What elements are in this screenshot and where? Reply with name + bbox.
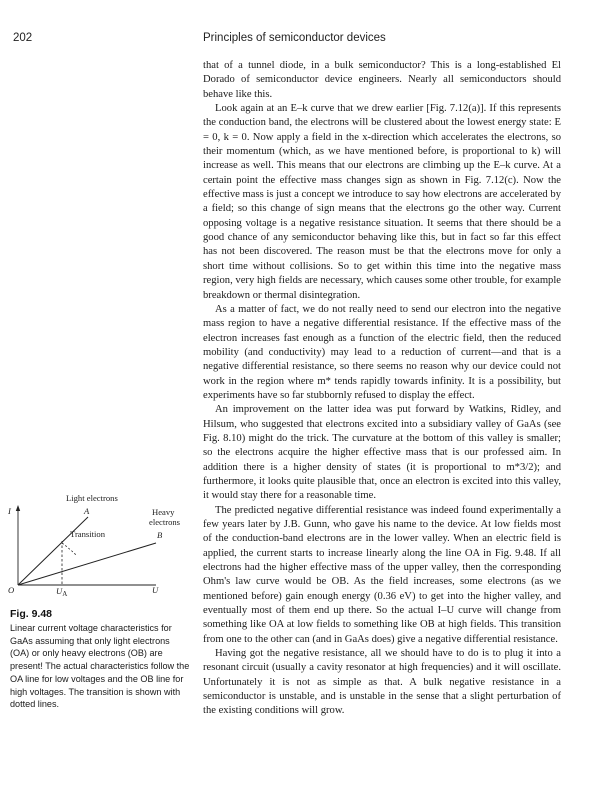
line-OB (18, 543, 156, 585)
paragraph-3: As a matter of fact, we do not really need to send our electron into the negative mass region to have a negative differential resistance. If the effective mass of the electron increases fast enough as a function of the electric field, then the reduced mobility (and conductivity) may lead to a reduction of current—and that is a negative differential resistance, so there seems no reason why our device could not work in the region where m* tends rapidly towards infinity. It is a possibility, but experiments have so far stubbornly refused to display the effect. (203, 303, 561, 401)
label-heavy: Heavy (152, 507, 175, 517)
figure-caption-text: Linear current voltage characteristics for GaAs assuming that only light electrons (OA) or only heavy electrons (OB) are present! The actual characteristics follow the OA line for low voltages and the OB line for high voltages. The transition is shown with dotted lines. (10, 623, 190, 710)
label-O: O (8, 585, 15, 595)
label-UA (56, 586, 67, 598)
label-electrons: electrons (149, 517, 181, 527)
figure-caption-title: Fig. 9.48 (10, 608, 53, 620)
page-number: 202 (13, 32, 33, 44)
i-axis-arrow (16, 505, 20, 511)
running-title: Principles of semiconductor devices (203, 32, 386, 44)
label-I: I (8, 506, 11, 516)
paragraph-4: An improvement on the latter idea was put forward by Watkins, Ridley, and Hilsum, who suggested that electrons excited into a subsidiary valley of GaAs (see Fig. 8.10) might do the trick. The curvature at the bottom of this valley is smaller; so the electrons acquire the higher effective mass that is our professed aim. In addition there is a higher density of states (it is proportional to m*3/2); and furthermore, it looks quite plausible that, once an electron is excited into this valley, it would stay there for a reasonable time. (203, 404, 561, 502)
paragraph-6: Having got the negative resistance, all we should have to do is to plug it into a resonant circuit (usually a cavity resonator at high frequencies) and it will oscillate. Unfortunately it is not as simple as that. A bulk negative resistance in a semiconductor is unstable, and is unstable in the sense that a slight perturbation of the existing conditions will grow. (203, 648, 561, 717)
figure-9-48-diagram (8, 493, 194, 598)
label-UA-sub: A (62, 590, 68, 598)
label-transition: Transition (70, 529, 106, 539)
paragraph-5: The predicted negative differential resistance was indeed found experimentally a few years later by J.B. Gunn, who gave his name to the device. At low fields most of the conduction-band electrons are in the lower valley. When an electric field is applied, the current starts to increase linearly along the line OA in Fig. 9.48. If all electrons had the higher effective mass of the upper valley, then the corresponding Ohm's law curve would be OB. As the field increases, some electrons (as we mentioned before) gain enough energy (0.36 eV) to get into the higher valley, and eventually most of them end up there. So the actual I–U curve will change from something like OA at low fields to something like OB at high fields. This transition from one to the other can (and in GaAs does) give a negative differential resistance. (203, 504, 561, 645)
body-text (203, 59, 561, 719)
label-A: A (84, 506, 90, 516)
paragraph-1: that of a tunnel diode, in a bulk semiconductor? This is a long-established El Dorado of semiconductor device engineers. Nearly all semiconductors should behave like this. (203, 60, 561, 100)
label-U: U (152, 585, 159, 595)
label-B: B (157, 530, 163, 540)
paragraph-2: Look again at an E–k curve that we drew earlier [Fig. 7.12(a)]. If this represents the conduction band, the electrons will be clustered about the lowest energy state: E = 0, k = 0. Now apply a field in the x-direction which accelerates the electrons, so their momentum (which, as we have mentioned before, is proportional to k) will increase as well. This means that our electrons are climbing up the E–k curve. At a certain point the effective mass changes sign as shown in Fig. 7.12(c). Now the effective mass is just a concept we introduce to say how electrons are accelerated by a field; so this change of sign means that the electrons go the other way. Current opposing voltage is a negative resistance situation. It seems that there should be a good chance of any semiconductor behaving like this, but in fact so far this effect has not been discovered. The reason must be that the electrons move for only a short time without collisions. So to get within this time into the negative mass region, very high fields are necessary, which causes some other trouble, for example breakdown or thermal disintegration. (203, 103, 561, 301)
transition-curve (62, 543, 76, 555)
label-UA-main: U (56, 586, 63, 596)
label-light-electrons: Light electrons (66, 493, 118, 503)
